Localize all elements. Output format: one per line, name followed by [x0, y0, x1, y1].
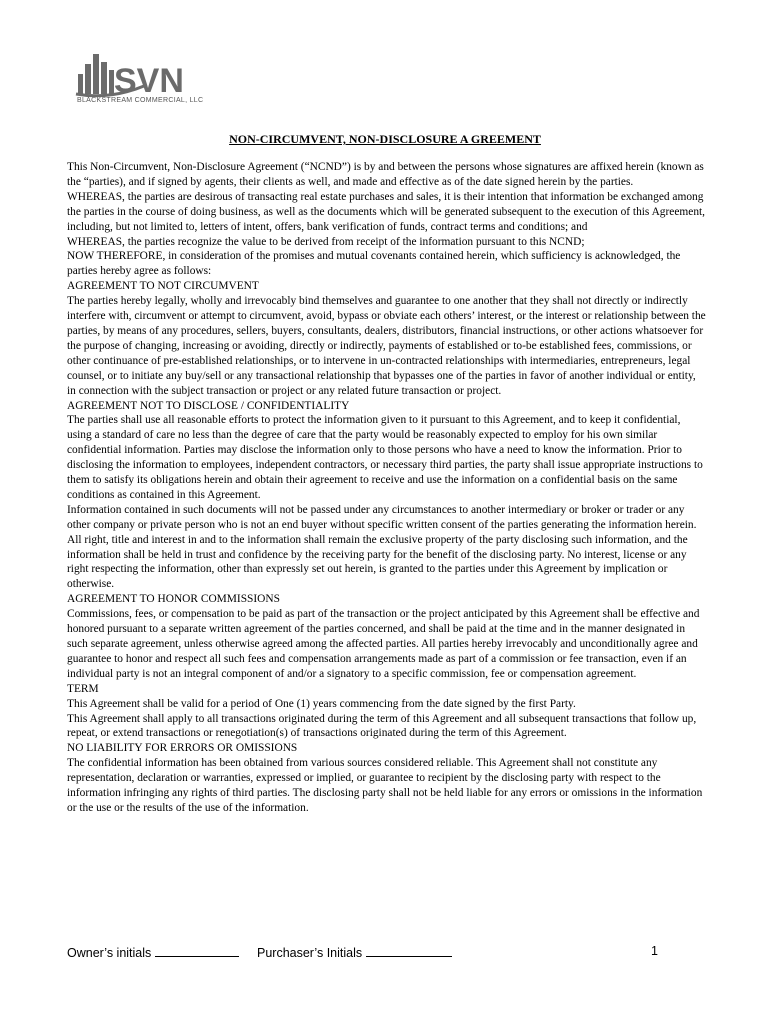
brand-tagline: BLACKSTREAM COMMERCIAL, LLC	[77, 97, 204, 104]
section-heading: AGREEMENT TO NOT CIRCUMVENT	[67, 280, 259, 293]
brand-name: SVN	[114, 62, 184, 100]
owner-initials	[67, 944, 239, 960]
paragraph: This Agreement shall apply to all transactions originated during the term of this Agreement and all subsequent transactions that follow up, repeat, or extend transactions or renegotiation(s) of transactions originated during the term of this Agreement.	[67, 712, 697, 740]
paragraph: The confidential information has been obtained from various sources considered reliable. This Agreement shall not constitute any representation, declaration or warranties, expressed or implied, or guarantee to recipient by the disclosing party with respect to the information infringing any rights of third parties. The disclosing party shall not be held liable for any errors or omissions in the information or the use or the results of the use of the information.	[67, 757, 703, 814]
section-heading: AGREEMENT NOT TO DISCLOSE / CONFIDENTIALITY	[67, 399, 350, 412]
paragraph: WHEREAS, the parties recognize the value to be derived from receipt of the information pursuant to this NCND;	[67, 235, 585, 248]
page-number: 1	[651, 944, 658, 958]
purchaser-initials-line[interactable]	[366, 944, 452, 957]
paragraph: This Non-Circumvent, Non-Disclosure Agreement (“NCND”) is by and between the persons whose signatures are affixed herein (known as the “parties), and if signed by agents, their clients as well, and made and effective as of the date signed herein by the parties.	[67, 161, 704, 188]
purchaser-initials	[257, 944, 452, 960]
skyline-icon	[78, 54, 114, 94]
section-heading: AGREEMENT TO HONOR COMMISSIONS	[67, 593, 280, 606]
paragraph: Commissions, fees, or compensation to be paid as part of the transaction or the project anticipated by this Agreement shall be effective and honored pursuant to a separate written agreement of the parties concerned, and shall be paid at the time and in the manner designated in such separate agreement, unless otherwise agreed among the affected parties. All parties hereby irrevocably and unconditionally agree and guarantee to honor and respect all such fees and compensation arrangements made as part of a commission or fee transaction, even if an individual party is not an integral component of and/or a signatory to a specific commission, fee or compensation agreement.	[67, 608, 700, 680]
owner-initials-label: Owner’s initials	[67, 946, 152, 960]
owner-initials-line[interactable]	[155, 944, 239, 957]
paragraph: WHEREAS, the parties are desirous of transacting real estate purchases and sales, it is their intention that information be exchanged among the parties in the course of doing business, as well as the documents which will be generated subsequent to the execution of this Agreement, including, but not limited to, letters of intent, offers, bank verification of funds, contract terms and conditions; and	[67, 190, 706, 233]
paragraph: NOW THEREFORE, in consideration of the promises and mutual covenants contained herein, which sufficiency is acknowledged, the parties hereby agree as follows:	[67, 250, 681, 278]
document-body	[67, 160, 707, 816]
document-title: NON-CIRCUMVENT, NON-DISCLOSURE A GREEMENT	[229, 132, 541, 146]
paragraph: This Agreement shall be valid for a period of One (1) years commencing from the date signed by the first Party.	[67, 697, 576, 710]
paragraph: All right, title and interest in and to the information shall remain the exclusive property of the party disclosing such information, and the information shall be held in trust and confidence by the receiving party for the benefit of the disclosing party. No interest, license or any right respecting the information, other than expressly set out herein, is granted to the parties under this Agreement by implication or otherwise.	[67, 533, 688, 591]
paragraph: The parties shall use all reasonable efforts to protect the information given to it pursuant to this Agreement, and to keep it confidential, using a standard of care no less than the degree of care that the party would be reasonably expected to employ for his own similar confidential information. Parties may disclose the information only to those persons who have a need to know the information. Prior to disclosing the information to employees, independent contractors, or necessary third parties, the party shall issue appropriate instructions to them to satisfy its obligations herein and obtain their agreement to receive and use the information on a confidential basis on the same conditions as contained in this Agreement.	[67, 414, 703, 501]
section-heading: NO LIABILITY FOR ERRORS OR OMISSIONS	[67, 742, 298, 755]
purchaser-initials-label: Purchaser’s Initials	[257, 946, 363, 960]
paragraph: Information contained in such documents will not be passed under any circumstances to another intermediary or broker or trader or any other company or private person who is not an end buyer without specific written consent of the parties generating the information herein.	[67, 503, 697, 531]
paragraph: The parties hereby legally, wholly and irrevocably bind themselves and guarantee to one another that they shall not directly or indirectly interfere with, circumvent or attempt to circumvent, avoid, bypass or obviate each others’ interest, or the interest or relationship between the parties, by means of any procedures, sellers, buyers, consultants, dealers, distributors, financial instructions, or other actions whatsoever for the purpose of changing, increasing or avoiding, directly or indirectly, payments of established or to-be established fees, commissions, or other continuance of pre-established relationships, or to intervene in un-contracted relationships with intermediaries, entrepreneurs, legal counsel, or to initiate any buy/sell or any transactional relationship that bypasses one of the parties in favor of another individual or entity, in connection with the subject transaction or project or any related future transaction or project.	[67, 295, 706, 397]
page-footer	[67, 944, 677, 962]
section-heading: TERM	[67, 682, 99, 695]
